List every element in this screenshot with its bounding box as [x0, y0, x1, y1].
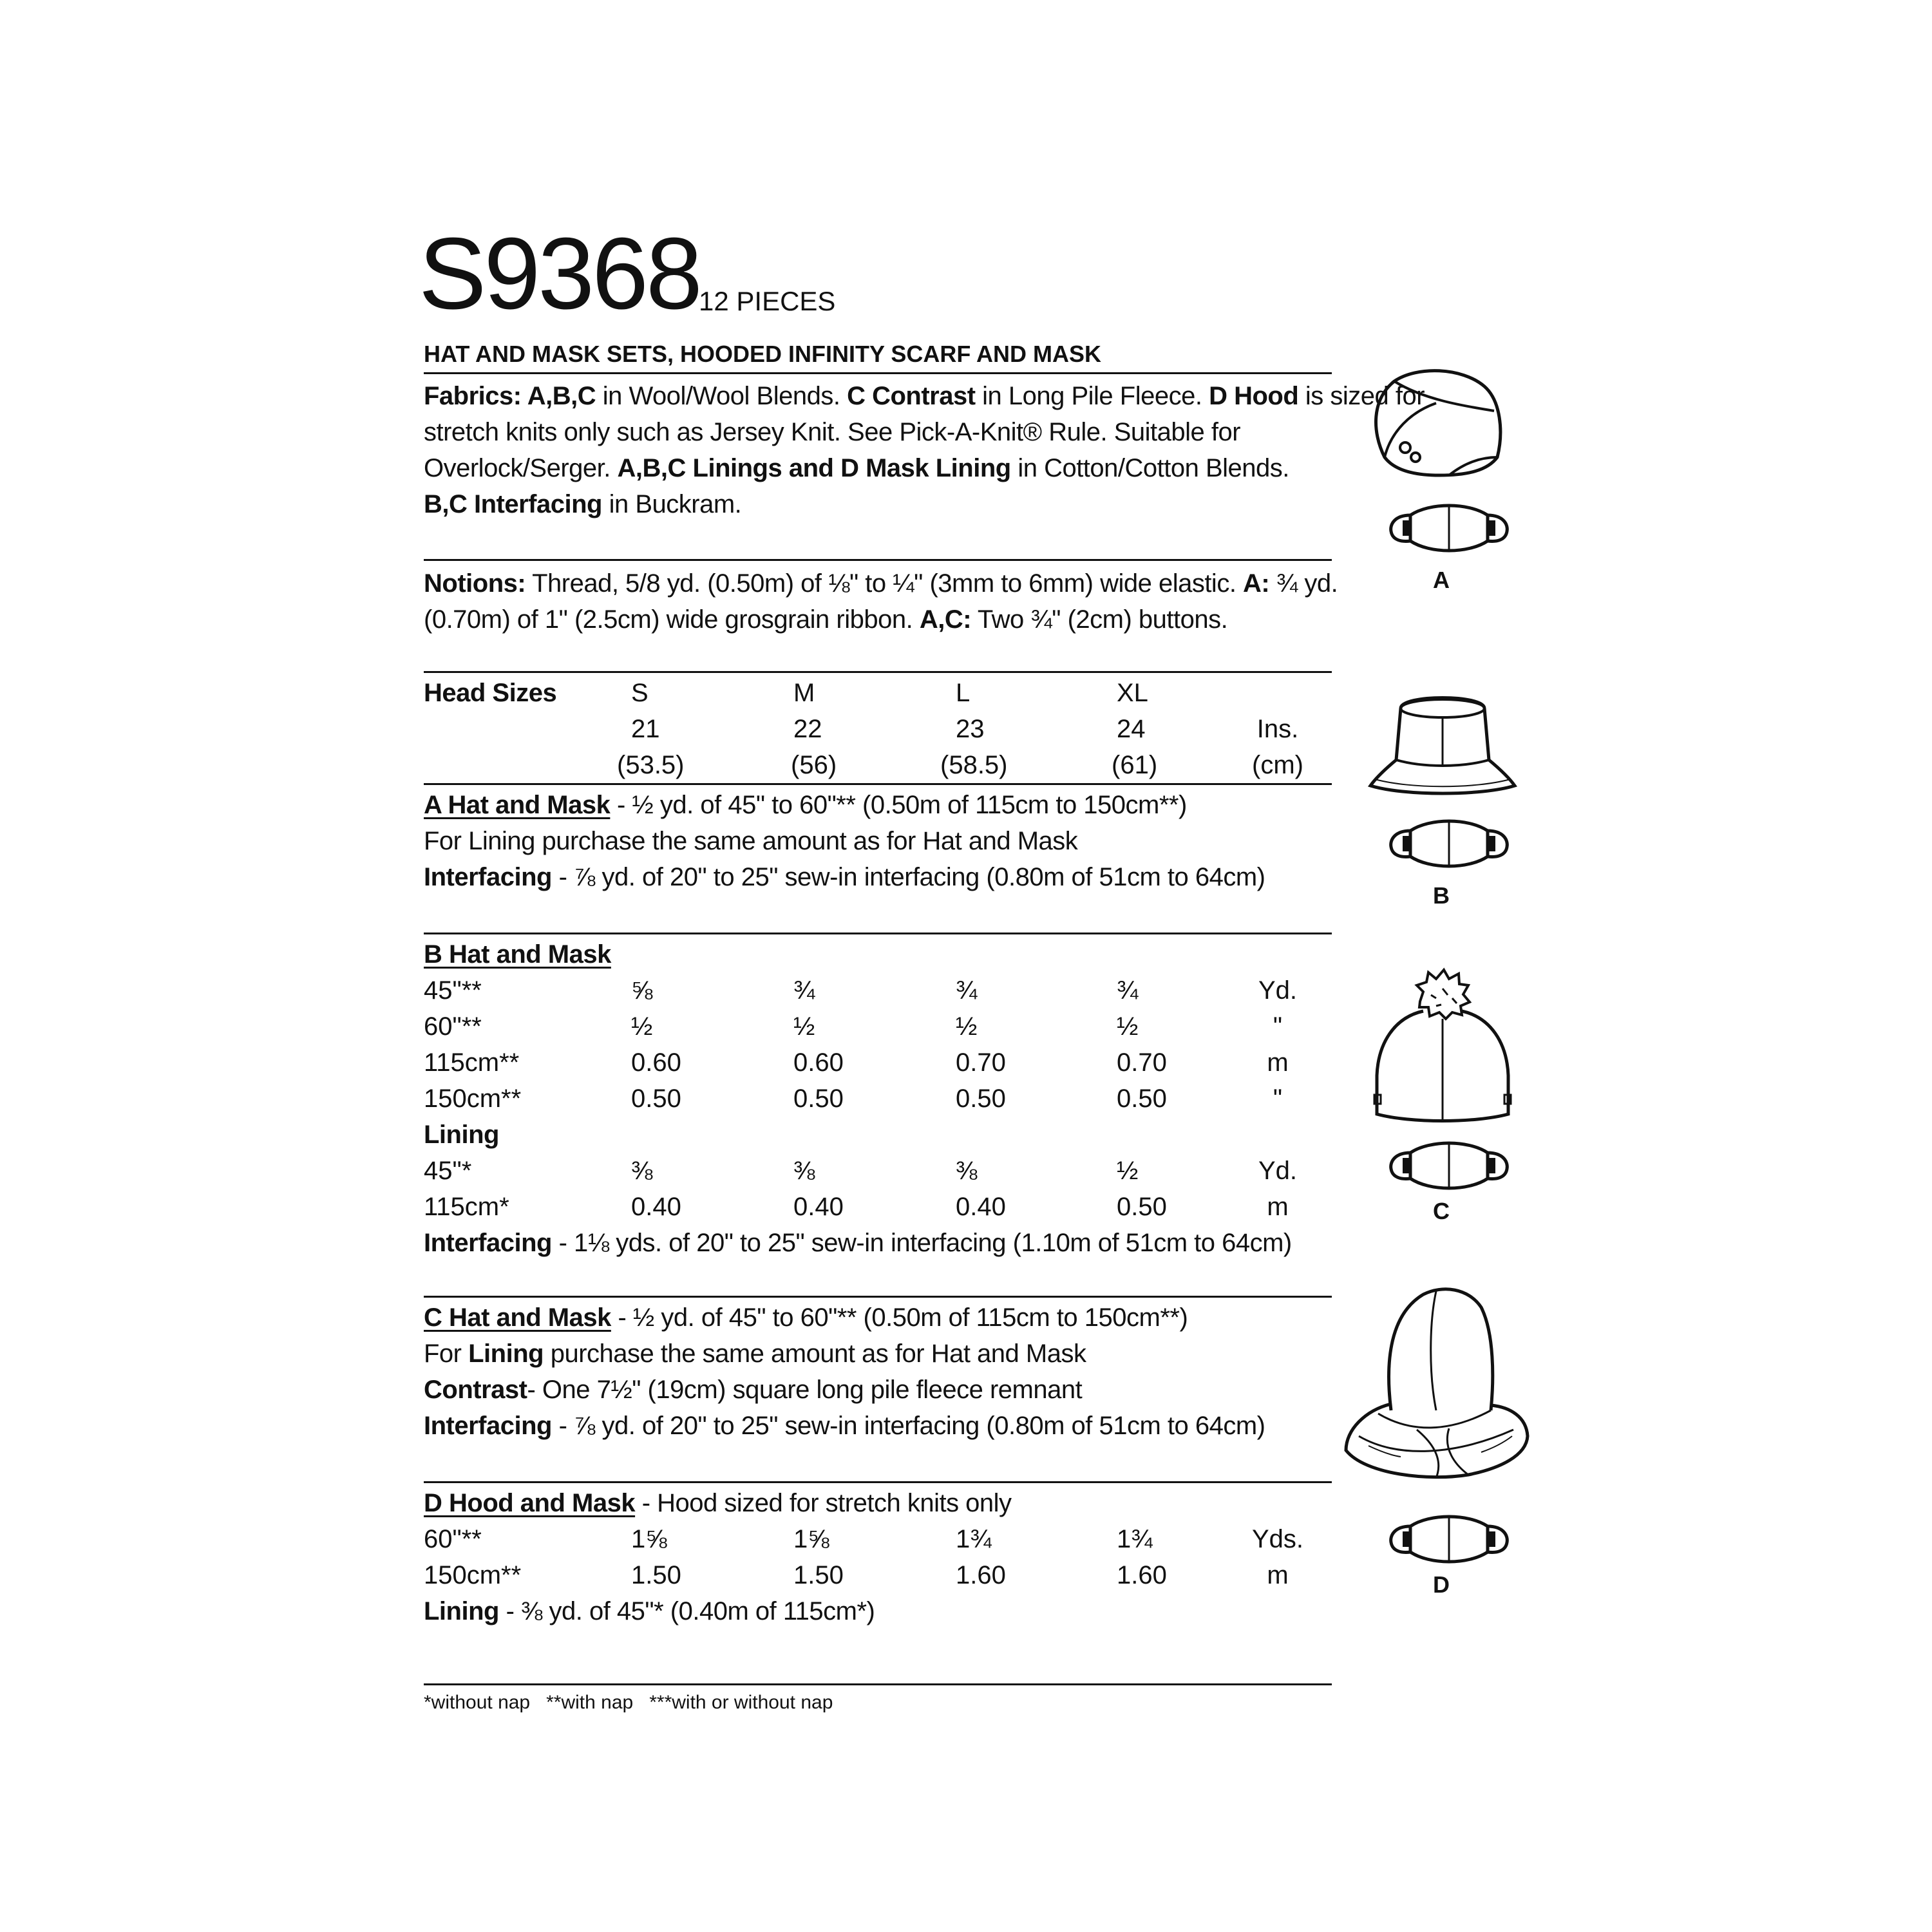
yardage-unit: Yds.	[1251, 1525, 1304, 1553]
size-l: L	[956, 679, 971, 707]
yardage-value: ⅜	[631, 1157, 653, 1185]
yardage-label: 45"**	[424, 976, 482, 1005]
c-section-title: C Hat and Mask	[424, 1303, 611, 1332]
text-bold: Contrast	[424, 1376, 527, 1404]
yardage-value: 0.60	[793, 1048, 844, 1077]
divider	[424, 372, 1332, 374]
yardage-unit: m	[1267, 1193, 1289, 1221]
yardage-value: ¾	[1117, 976, 1139, 1005]
view-c-hat-icon	[1372, 966, 1513, 1127]
view-b-hat-icon	[1365, 683, 1520, 805]
yardage-unit: Yd.	[1258, 1157, 1298, 1185]
yardage-value: 1.60	[956, 1561, 1006, 1589]
notions-line-2	[424, 601, 1227, 638]
text: in Wool/Wool Blends.	[596, 382, 848, 410]
yardage-label: 150cm**	[424, 1084, 522, 1113]
fabrics-line-1	[424, 378, 1425, 414]
pattern-number: S9368	[419, 217, 700, 330]
notions-line-1	[424, 565, 1338, 601]
yardage-value: 1⅝	[631, 1525, 667, 1553]
view-d-mask-icon	[1385, 1507, 1513, 1571]
yardage-label: 115cm*	[424, 1193, 509, 1221]
yardage-value: 0.40	[956, 1193, 1006, 1221]
view-c-mask-icon	[1385, 1133, 1513, 1198]
d-section-title: D Hood and Mask	[424, 1489, 636, 1517]
yardage-value: ⅝	[631, 976, 653, 1005]
text-bold: A:	[1243, 569, 1270, 598]
unit-inches: Ins.	[1256, 715, 1299, 743]
text-bold: Interfacing	[424, 1412, 552, 1440]
yardage-value: 0.40	[793, 1193, 844, 1221]
yardage-value: 0.50	[956, 1084, 1006, 1113]
yardage-value: 1⅝	[793, 1525, 829, 1553]
unit-cm: (cm)	[1252, 751, 1303, 779]
yardage-label: 60"**	[424, 1525, 482, 1553]
divider	[424, 1683, 1332, 1685]
yardage-value: 0.50	[793, 1084, 844, 1113]
yardage-unit: m	[1267, 1048, 1289, 1077]
text: - ½ yd. of 45" to 60"** (0.50m of 115cm to 150cm**)	[610, 791, 1187, 819]
c-section-line-2	[424, 1336, 1086, 1372]
view-b-mask-icon	[1385, 811, 1513, 876]
text: - 1⅛ yds. of 20" to 25" sew-in interfacing (1.10m of 51cm to 64cm)	[551, 1229, 1292, 1257]
yardage-value: 1.50	[631, 1561, 681, 1589]
d-lining-line	[424, 1593, 875, 1629]
text: in Buckram.	[601, 490, 742, 518]
b-interfacing-line	[424, 1225, 1292, 1261]
yardage-value: ½	[1117, 1012, 1139, 1041]
a-section-title: A Hat and Mask	[424, 791, 611, 819]
size-in: 24	[1117, 715, 1146, 743]
yardage-value: ½	[631, 1012, 653, 1041]
pattern-subtitle: HAT AND MASK SETS, HOODED INFINITY SCARF AND MASK	[424, 341, 1102, 367]
text: in Long Pile Fleece.	[975, 382, 1209, 410]
d-section-line-1	[424, 1485, 1012, 1521]
yardage-unit: Yd.	[1258, 976, 1298, 1005]
size-cm: (61)	[1112, 751, 1158, 779]
text-bold: C Contrast	[847, 382, 976, 410]
view-a-hat-icon	[1365, 361, 1507, 502]
text: Thread, 5/8 yd. (0.50m) of ⅛" to ¼" (3mm to 6mm) wide elastic.	[526, 569, 1244, 598]
yardage-label: 60"**	[424, 1012, 482, 1041]
text: - ⅞ yd. of 20" to 25" sew-in interfacing (0.80m of 51cm to 64cm)	[551, 863, 1265, 891]
footnote: *without nap **with nap ***with or without nap	[424, 1692, 833, 1713]
view-d-label: D	[1433, 1571, 1450, 1598]
yardage-value: 0.50	[1117, 1084, 1167, 1113]
size-cm: (56)	[791, 751, 837, 779]
view-a-label: A	[1433, 567, 1450, 593]
divider	[424, 933, 1332, 934]
yardage-value: 1.50	[793, 1561, 844, 1589]
head-sizes-label: Head Sizes	[424, 679, 557, 707]
yardage-unit: m	[1267, 1561, 1289, 1589]
divider	[424, 1296, 1332, 1298]
text: in Cotton/Cotton Blends.	[1010, 454, 1289, 482]
view-a-mask-icon	[1385, 496, 1513, 560]
text: Overlock/Serger.	[424, 454, 618, 482]
fabrics-label: Fabrics: A,B,C	[424, 382, 596, 410]
divider	[424, 783, 1332, 785]
notions-label: Notions:	[424, 569, 526, 598]
text-bold: B,C Interfacing	[424, 490, 602, 518]
text-bold: Lining	[424, 1597, 499, 1625]
text: - One 7½" (19cm) square long pile fleece remnant	[527, 1376, 1083, 1404]
text: - Hood sized for stretch knits only	[635, 1489, 1012, 1517]
size-xl: XL	[1117, 679, 1148, 707]
divider	[424, 1481, 1332, 1483]
yardage-value: ½	[793, 1012, 815, 1041]
size-cm: (58.5)	[940, 751, 1008, 779]
c-section-line-1	[424, 1300, 1188, 1336]
yardage-value: 0.70	[1117, 1048, 1167, 1077]
a-section-line-2: For Lining purchase the same amount as for Hat and Mask	[424, 827, 1078, 855]
size-m: M	[793, 679, 815, 707]
a-section-line-3	[424, 859, 1265, 895]
yardage-value: ½	[1117, 1157, 1139, 1185]
size-in: 21	[631, 715, 660, 743]
yardage-value: 0.60	[631, 1048, 681, 1077]
b-section-title-text: B Hat and Mask	[424, 940, 611, 969]
text: For	[424, 1340, 469, 1368]
text: purchase the same amount as for Hat and Mask	[544, 1340, 1086, 1368]
yardage-value: ¾	[956, 976, 978, 1005]
text: Two ¾" (2cm) buttons.	[971, 605, 1228, 634]
text-bold: D Hood	[1209, 382, 1299, 410]
yardage-unit: "	[1273, 1012, 1283, 1041]
fabrics-line-2: stretch knits only such as Jersey Knit. See Pick-A-Knit® Rule. Suitable for	[424, 418, 1241, 446]
a-section-line-1	[424, 787, 1187, 823]
text-bold: Lining	[468, 1340, 544, 1368]
text: (0.70m) of 1" (2.5cm) wide grosgrain ribbon.	[424, 605, 920, 634]
size-in: 23	[956, 715, 985, 743]
yardage-value: ⅜	[793, 1157, 815, 1185]
yardage-value: 0.40	[631, 1193, 681, 1221]
fabrics-line-3	[424, 450, 1289, 486]
yardage-label: 45"*	[424, 1157, 472, 1185]
size-s: S	[631, 679, 649, 707]
yardage-value: ¾	[793, 976, 815, 1005]
text: - ⅜ yd. of 45"* (0.40m of 115cm*)	[498, 1597, 875, 1625]
view-c-label: C	[1433, 1198, 1450, 1224]
yardage-value: 1.60	[1117, 1561, 1167, 1589]
size-cm: (53.5)	[617, 751, 685, 779]
c-section-line-3	[424, 1372, 1082, 1408]
divider	[424, 671, 1332, 673]
fabrics-line-4	[424, 486, 741, 522]
view-d-hood-icon	[1340, 1282, 1533, 1488]
text-bold: A,C:	[919, 605, 972, 634]
text: is sized for	[1298, 382, 1425, 410]
yardage-label: 115cm**	[424, 1048, 520, 1077]
text-bold: Interfacing	[424, 863, 552, 891]
c-section-line-4	[424, 1408, 1265, 1444]
piece-count: 12 PIECES	[699, 286, 836, 316]
text-bold: A,B,C Linings and D Mask Lining	[617, 454, 1011, 482]
yardage-value: 0.50	[1117, 1193, 1167, 1221]
yardage-value: 1¾	[956, 1525, 992, 1553]
view-b-label: B	[1433, 882, 1450, 909]
yardage-value: 0.70	[956, 1048, 1006, 1077]
size-in: 22	[793, 715, 822, 743]
text: ¾ yd.	[1269, 569, 1338, 598]
divider	[424, 559, 1332, 561]
yardage-unit: "	[1273, 1084, 1283, 1113]
yardage-label: 150cm**	[424, 1561, 522, 1589]
yardage-value: ⅜	[956, 1157, 978, 1185]
yardage-value: 0.50	[631, 1084, 681, 1113]
yardage-value: 1¾	[1117, 1525, 1153, 1553]
lining-label: Lining	[424, 1121, 499, 1149]
text: - ⅞ yd. of 20" to 25" sew-in interfacing (0.80m of 51cm to 64cm)	[551, 1412, 1265, 1440]
yardage-value: ½	[956, 1012, 978, 1041]
text: - ½ yd. of 45" to 60"** (0.50m of 115cm to 150cm**)	[611, 1303, 1188, 1332]
b-section-title	[424, 936, 611, 972]
text-bold: Interfacing	[424, 1229, 552, 1257]
